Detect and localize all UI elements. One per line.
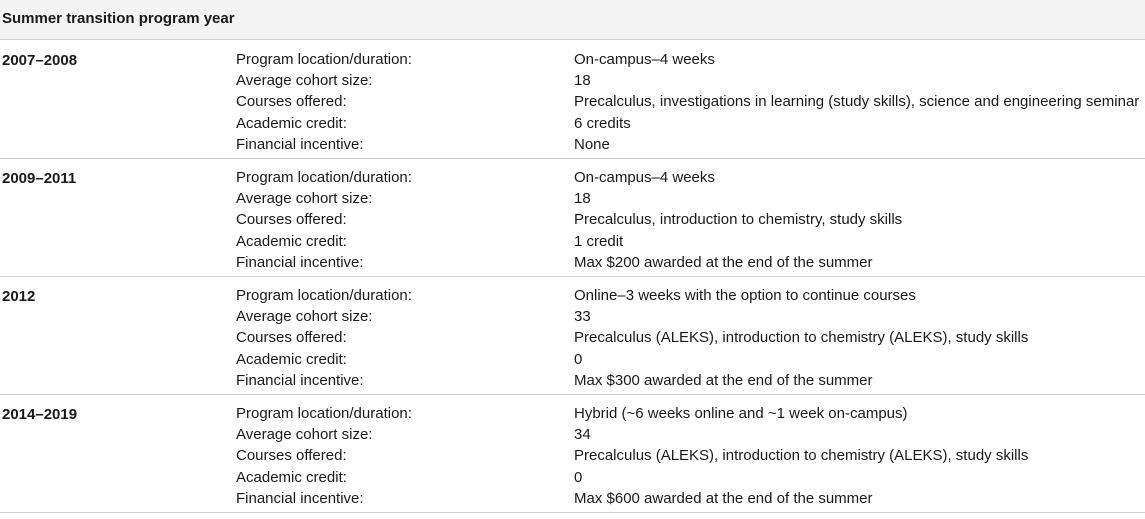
- row-value: Online–3 weeks with the option to continue courses: [574, 287, 916, 304]
- row-label: Average cohort size:: [236, 426, 373, 443]
- row-value: Precalculus (ALEKS), introduction to chemistry (ALEKS), study skills: [574, 447, 1029, 464]
- row-value: 34: [574, 426, 591, 443]
- row-value: On-campus–4 weeks: [574, 169, 715, 186]
- row-label: Courses offered:: [236, 329, 347, 346]
- row-value: 0: [574, 469, 583, 486]
- table-group-2012: [0, 276, 1145, 395]
- row-label: Average cohort size:: [236, 72, 373, 89]
- row-value: 0: [574, 351, 583, 368]
- row-label: Academic credit:: [236, 351, 347, 368]
- group-year: 2009–2011: [2, 170, 77, 187]
- row-value: Precalculus (ALEKS), introduction to chemistry (ALEKS), study skills: [574, 329, 1029, 346]
- row-label: Program location/duration:: [236, 169, 412, 186]
- row-label: Financial incentive:: [236, 372, 364, 389]
- row-value: 33: [574, 308, 591, 325]
- table-row: [0, 370, 1145, 391]
- row-value: Precalculus, introduction to chemistry, study skills: [574, 211, 903, 228]
- table-row: [0, 445, 1145, 466]
- table-row: [0, 49, 1145, 70]
- row-value: Max $300 awarded at the end of the summer: [574, 372, 873, 389]
- row-value: Precalculus, investigations in learning (study skills), science and engineering seminar: [574, 93, 1140, 110]
- group-year: 2007–2008: [2, 52, 78, 69]
- table-header-title: Summer transition program year: [2, 10, 235, 27]
- row-label: Financial incentive:: [236, 254, 364, 271]
- table-row: [0, 349, 1145, 370]
- table-header: [0, 0, 1145, 40]
- table-row: [0, 424, 1145, 445]
- row-label: Courses offered:: [236, 211, 347, 228]
- row-value: 6 credits: [574, 115, 631, 132]
- table-row: [0, 113, 1145, 134]
- row-label: Courses offered:: [236, 93, 347, 110]
- table-row: [0, 488, 1145, 509]
- row-label: Average cohort size:: [236, 190, 373, 207]
- table-row: [0, 70, 1145, 91]
- row-value: Max $200 awarded at the end of the summer: [574, 254, 873, 271]
- table-row: [0, 167, 1145, 188]
- row-label: Average cohort size:: [236, 308, 373, 325]
- row-value: 18: [574, 72, 591, 89]
- row-value: 1 credit: [574, 233, 624, 250]
- row-label: Academic credit:: [236, 233, 347, 250]
- row-value: On-campus–4 weeks: [574, 51, 715, 68]
- table-row: [0, 327, 1145, 348]
- row-label: Academic credit:: [236, 115, 347, 132]
- table-row: [0, 134, 1145, 155]
- table-row: [0, 209, 1145, 230]
- row-label: Financial incentive:: [236, 136, 364, 153]
- row-value: 18: [574, 190, 591, 207]
- row-value: Hybrid (~6 weeks online and ~1 week on-campus): [574, 405, 908, 422]
- row-label: Program location/duration:: [236, 51, 412, 68]
- table-row: [0, 285, 1145, 306]
- row-label: Financial incentive:: [236, 490, 364, 507]
- table-row: [0, 91, 1145, 112]
- table-group-2009-2011: [0, 158, 1145, 277]
- row-label: Program location/duration:: [236, 287, 412, 304]
- table-row: [0, 467, 1145, 488]
- row-label: Program location/duration:: [236, 405, 412, 422]
- group-year: 2012: [2, 288, 36, 305]
- table-row: [0, 231, 1145, 252]
- table-row: [0, 188, 1145, 209]
- table-row: [0, 403, 1145, 424]
- row-value: Max $600 awarded at the end of the summer: [574, 490, 873, 507]
- row-value: None: [574, 136, 610, 153]
- group-year: 2014–2019: [2, 406, 78, 423]
- table-group-2014-2019: [0, 394, 1145, 513]
- table-row: [0, 252, 1145, 273]
- table-row: [0, 306, 1145, 327]
- row-label: Academic credit:: [236, 469, 347, 486]
- row-label: Courses offered:: [236, 447, 347, 464]
- table-group-2007-2008: [0, 40, 1145, 159]
